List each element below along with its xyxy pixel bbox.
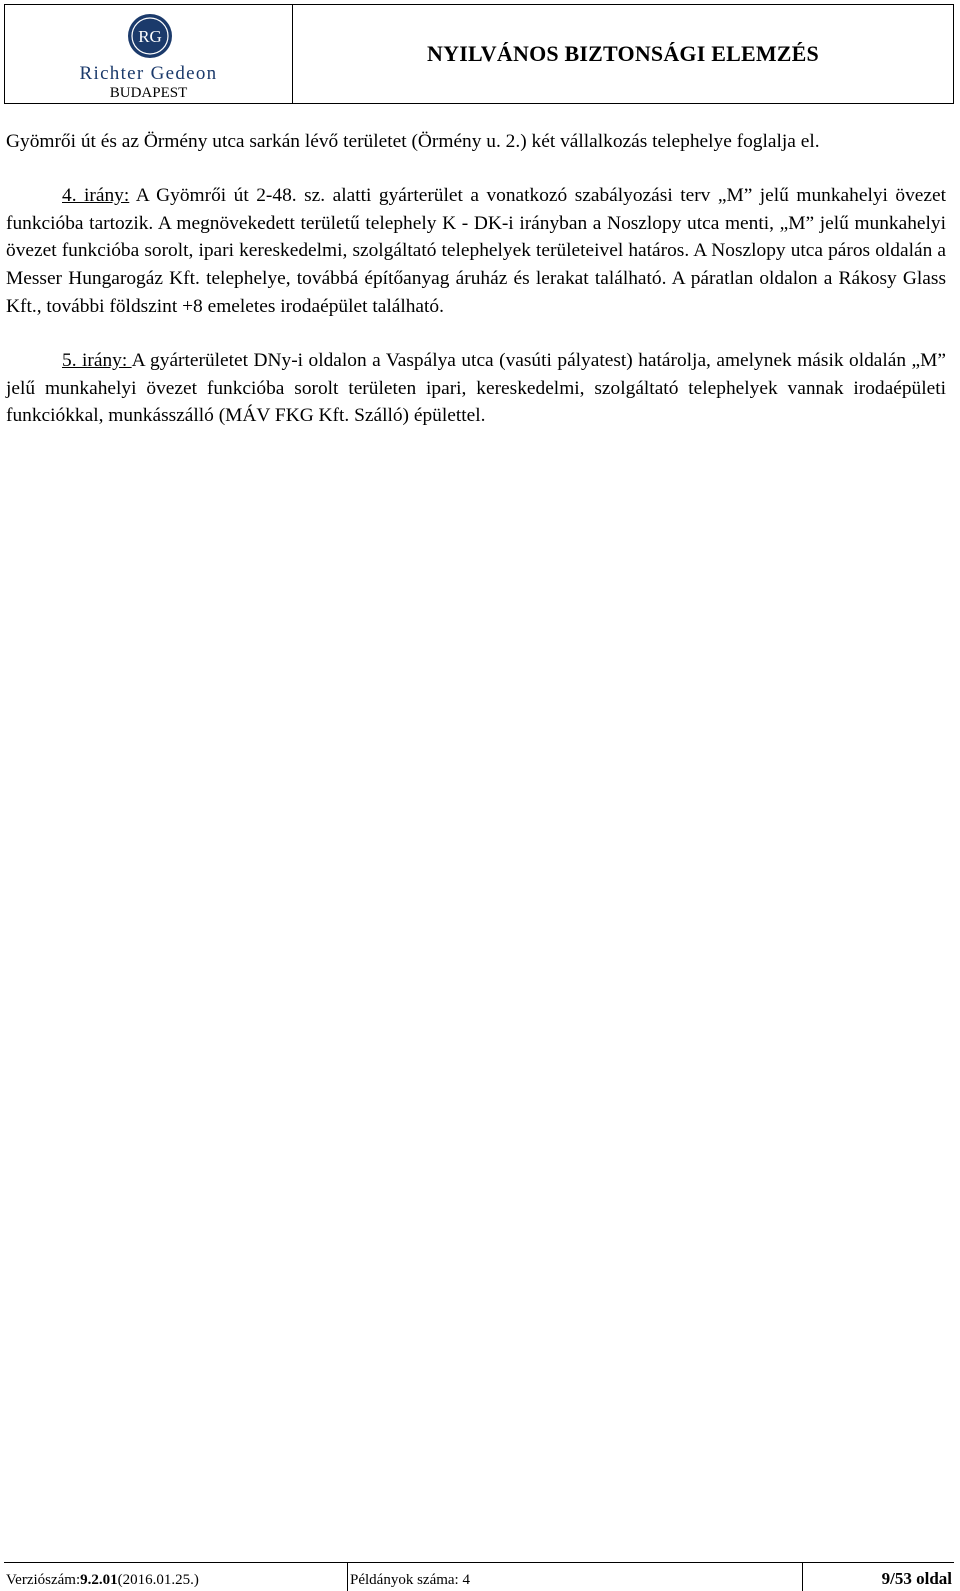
page-footer bbox=[4, 1562, 954, 1591]
page-header bbox=[4, 4, 954, 104]
footer-copies: Példányok száma: 4 bbox=[348, 1563, 803, 1591]
paragraph-3-text: A gyárterületet DNy-i oldalon a Vaspálya utca (vasúti pályatest) határolja, amelynek másik oldalán „M” jelű munkahelyi övezet funkcióba sorolt területen ipari, kereskedelmi, szolgáltató telephelyek vannak irodaépületi funkciókkal, munkásszálló (MÁV FKG Kft. Szálló) épülettel. bbox=[6, 349, 947, 427]
logo-brand-name: Richter Gedeon bbox=[79, 63, 218, 84]
paragraph-1: Gyömrői út és az Örmény utca sarkán lévő területet (Örmény u. 2.) két vállalkozás telephelye foglalja el. bbox=[6, 131, 820, 152]
paragraph-3-heading: 5. irány: bbox=[62, 349, 132, 371]
svg-text:RG: RG bbox=[138, 27, 162, 46]
version-number: 9.2.01 bbox=[80, 1572, 118, 1588]
version-label: Verziószám: bbox=[6, 1572, 81, 1588]
paragraph-2-heading: 4. irány: bbox=[62, 184, 130, 206]
logo-cell bbox=[5, 5, 293, 103]
document-body bbox=[6, 128, 946, 430]
footer-version bbox=[4, 1563, 348, 1591]
document-title: NYILVÁNOS BIZTONSÁGI ELEMZÉS bbox=[427, 41, 819, 66]
footer-page-number: 9/53 oldal bbox=[881, 1569, 952, 1588]
paragraph-2 bbox=[6, 182, 946, 321]
logo-city: BUDAPEST bbox=[109, 85, 188, 101]
paragraph-2-text: A Gyömrői út 2-48. sz. alatti gyárterület a vonatkozó szabályozási terv „M” jelű munkahelyi övezet funkcióba tartozik. A megnövekedett területű telephely K - DK-i irányban a Noszlopy utca menti, „M” jelű munkahelyi övezet funkcióba sorolt, ipari kereskedelmi, szolgáltató telephelyek területeivel határos. A Noszlopy utca páros oldalán a Messer Hungarogáz Kft. telephelye, továbbá építőanyag áruház és lerakat található. A páratlan oldalon a Rákosy Glass Kft., további földszint +8 emeletes irodaépület található. bbox=[6, 184, 947, 317]
richter-logo-icon bbox=[127, 13, 173, 59]
version-date: (2016.01.25.) bbox=[117, 1572, 199, 1588]
paragraph-3 bbox=[6, 347, 946, 430]
